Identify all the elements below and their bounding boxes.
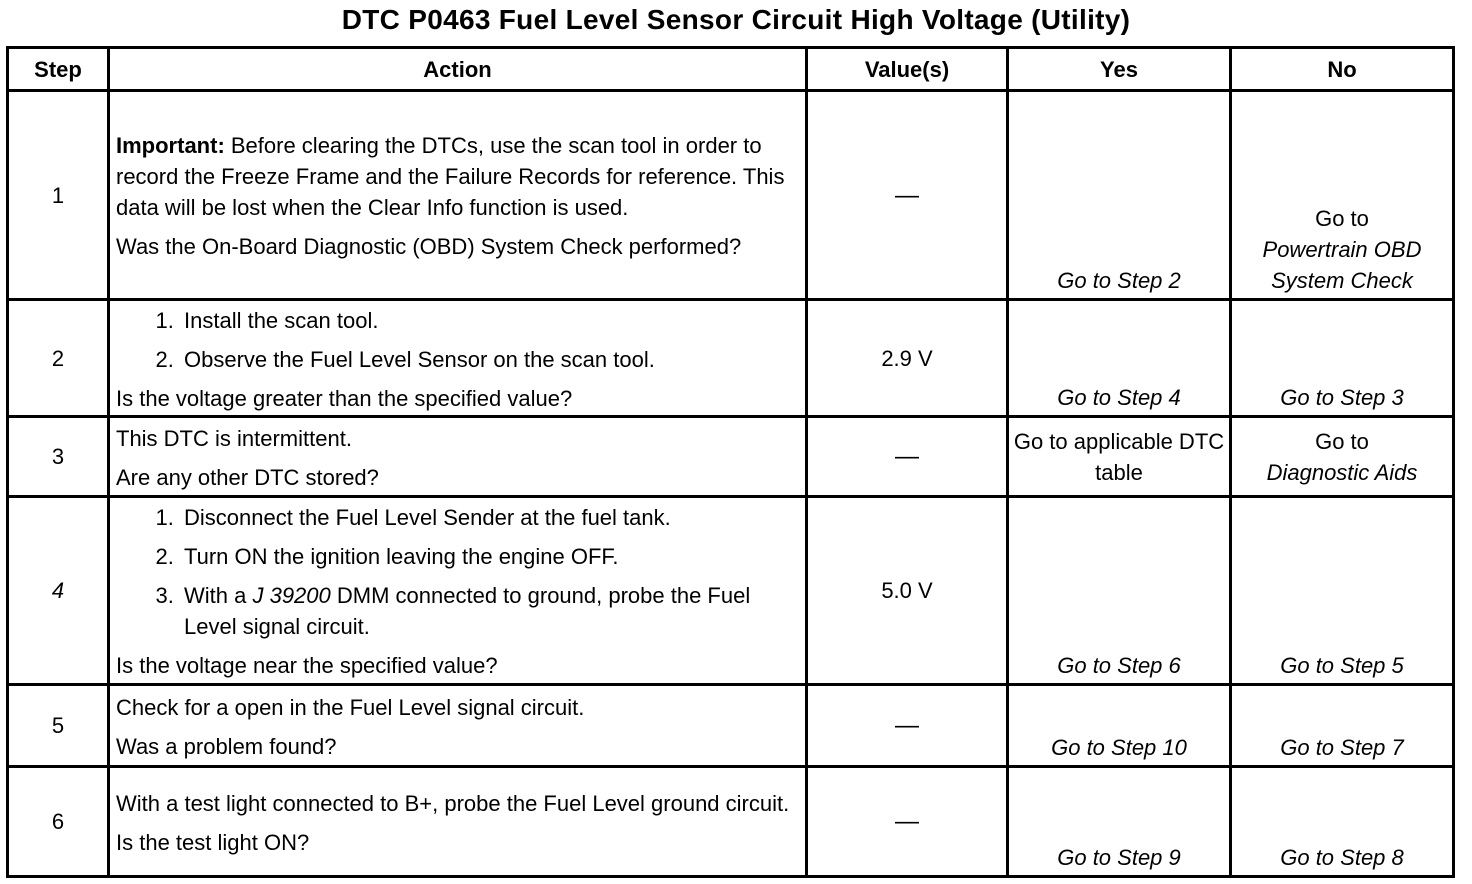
- action-text: This DTC is intermittent.: [116, 425, 352, 451]
- value-cell: 2.9 V: [807, 300, 1008, 417]
- action-question: Is the voltage greater than the specified value?: [116, 385, 573, 411]
- action-cell: [109, 497, 807, 685]
- step-number: 5: [8, 685, 109, 767]
- action-step: 2. Turn ON the ignition leaving the engine OFF.: [180, 541, 795, 572]
- yes-link[interactable]: Go to Step 2: [1057, 268, 1181, 293]
- action-question: Was a problem found?: [116, 733, 337, 759]
- yes-cell: [1008, 767, 1231, 877]
- no-cell: [1231, 685, 1454, 767]
- action-step: 1. Disconnect the Fuel Level Sender at the fuel tank.: [180, 502, 795, 533]
- action-cell: [109, 767, 807, 877]
- important-label: Important:: [116, 133, 225, 158]
- step-number: 6: [8, 767, 109, 877]
- step-number: 1: [8, 91, 109, 300]
- no-cell: [1231, 497, 1454, 685]
- yes-link[interactable]: Go to Step 6: [1057, 653, 1181, 678]
- action-cell: [109, 417, 807, 497]
- no-link[interactable]: Go to Step 3: [1280, 385, 1404, 410]
- yes-link[interactable]: Go to Step 4: [1057, 385, 1181, 410]
- step-number: 4: [8, 497, 109, 685]
- diagnostic-table: [6, 46, 1455, 878]
- no-link[interactable]: Powertrain OBD System Check: [1262, 237, 1422, 293]
- header-yes: Yes: [1008, 48, 1231, 91]
- action-question: Are any other DTC stored?: [116, 464, 379, 490]
- value-text: —: [895, 712, 919, 739]
- value-text: —: [895, 181, 919, 209]
- action-question: Is the voltage near the specified value?: [116, 653, 498, 678]
- action-text: With a test light connected to B+, probe the Fuel Level ground circuit.: [116, 790, 790, 816]
- no-cell: [1231, 300, 1454, 417]
- action-step-text: With a: [184, 583, 253, 608]
- table-row: [8, 767, 1454, 877]
- yes-cell: [1008, 497, 1231, 685]
- yes-cell: [1008, 685, 1231, 767]
- table-header-row: [8, 48, 1454, 91]
- no-cell: [1231, 767, 1454, 877]
- table-row: [8, 417, 1454, 497]
- no-link[interactable]: Go to Step 7: [1280, 735, 1404, 760]
- action-steps: [116, 305, 795, 375]
- value-cell: [807, 767, 1008, 877]
- yes-cell: [1008, 300, 1231, 417]
- value-cell: 5.0 V: [807, 497, 1008, 685]
- action-steps: [116, 502, 795, 642]
- action-step: 1. Install the scan tool.: [180, 305, 795, 336]
- action-cell: [109, 91, 807, 300]
- action-question: Was the On-Board Diagnostic (OBD) System Check performed?: [116, 234, 742, 259]
- table-row: [8, 497, 1454, 685]
- tool-name: J 39200: [252, 583, 331, 608]
- header-step: Step: [8, 48, 109, 91]
- action-cell: [109, 300, 807, 417]
- action-cell: [109, 685, 807, 767]
- value-cell: [807, 91, 1008, 300]
- page-title: DTC P0463 Fuel Level Sensor Circuit High Voltage (Utility): [341, 4, 1131, 35]
- no-cell: [1231, 417, 1454, 497]
- value-text: —: [895, 443, 919, 470]
- value-text: —: [895, 808, 919, 835]
- no-link[interactable]: Go to Step 5: [1280, 653, 1404, 678]
- table-row: [8, 300, 1454, 417]
- yes-link[interactable]: Go to Step 9: [1057, 845, 1181, 870]
- header-values: Value(s): [807, 48, 1008, 91]
- action-question: Is the test light ON?: [116, 829, 310, 855]
- no-cell: [1231, 91, 1454, 300]
- header-action: Action: [109, 48, 807, 91]
- action-step: [180, 580, 795, 642]
- no-text: Go to: [1315, 428, 1369, 454]
- no-link[interactable]: Go to Step 8: [1280, 845, 1404, 870]
- important-text: Before clearing the DTCs, use the scan tool in order to record the Freeze Frame and the Failure Records for reference. This data will be lost when the Clear Info function is used.: [116, 133, 785, 220]
- step-number: 3: [8, 417, 109, 497]
- value-cell: [807, 685, 1008, 767]
- yes-cell: [1008, 417, 1231, 497]
- no-text: Go to: [1315, 206, 1369, 231]
- yes-cell: [1008, 91, 1231, 300]
- action-text: Check for a open in the Fuel Level signal circuit.: [116, 694, 585, 720]
- important-note: [116, 130, 795, 223]
- header-no: No: [1231, 48, 1454, 91]
- yes-link[interactable]: Go to Step 10: [1051, 735, 1187, 760]
- action-step: 2. Observe the Fuel Level Sensor on the scan tool.: [180, 344, 795, 375]
- action-step-text: DMM connected to ground, probe the Fuel Level signal circuit.: [184, 583, 751, 639]
- table-row: [8, 685, 1454, 767]
- yes-link[interactable]: Go to applicable DTC table: [1013, 428, 1225, 485]
- value-cell: [807, 417, 1008, 497]
- no-link[interactable]: Diagnostic Aids: [1266, 459, 1418, 485]
- table-row: [8, 91, 1454, 300]
- step-number: 2: [8, 300, 109, 417]
